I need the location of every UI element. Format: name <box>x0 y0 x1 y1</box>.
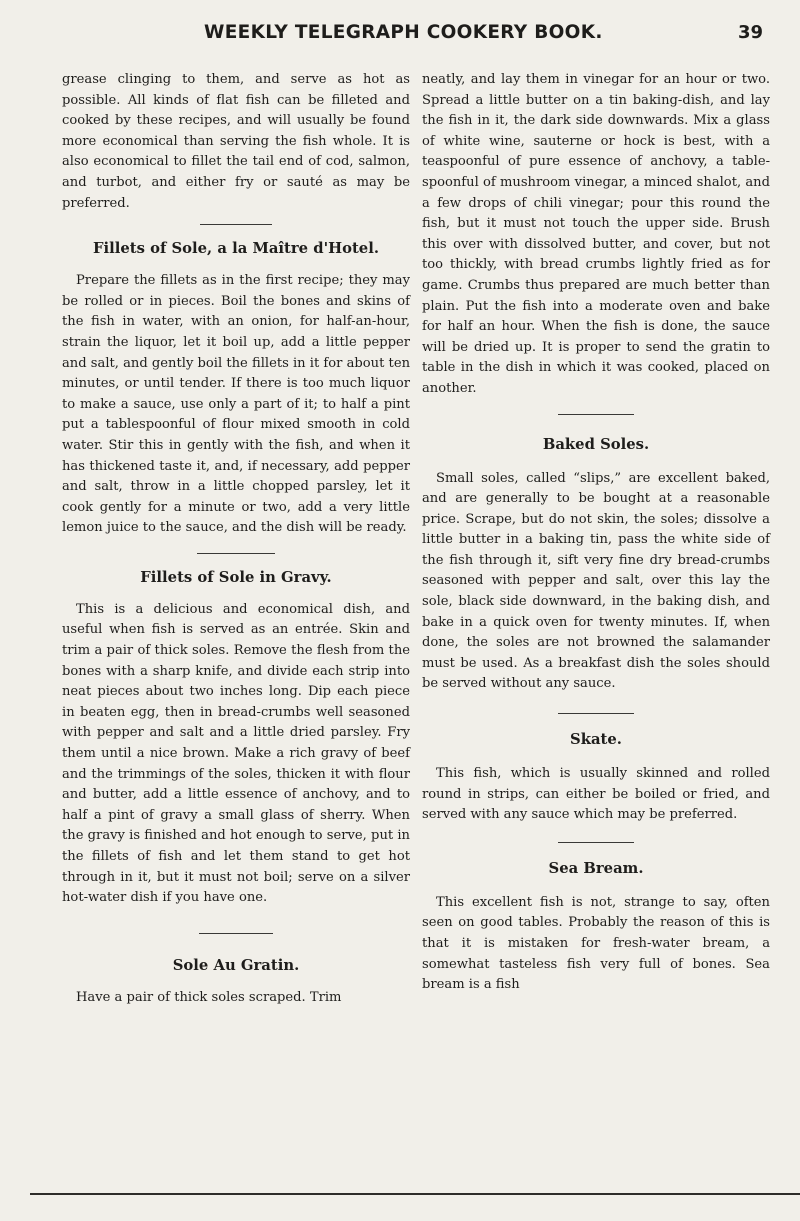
right-column <box>422 70 770 996</box>
heading-sole-au-gratin: Sole Au Gratin. <box>172 956 300 974</box>
page-header <box>0 12 800 52</box>
page-bottom-rule <box>30 1193 800 1195</box>
heading-skate: Skate. <box>570 731 622 749</box>
heading-sea-bream: Sea Bream. <box>548 859 644 877</box>
heading-fillets-in-gravy: Fillets of Sole in Gravy. <box>140 568 332 586</box>
section-divider <box>558 842 634 843</box>
body-fillets-in-gravy: This is a delicious and economical dish, and useful when fish is served as an entrée. Skin and trim a pair of thick soles. Remove the flesh from the bones with a sharp knife, and divide each strip into neat pieces about two inches long. Dip each piece in beaten egg, then in bread-crumbs well seasoned with pepper and salt and a little dried parsley. Fry them until a nice brown. Make a rich gravy of beef and the trimmings of the soles, thicken it with flour and butter, add a little essence of anchovy, and to half a pint of gravy a small glass of sherry. When the gravy is finished and hot enough to serve, put in the fillets of fish and let them stand to get hot through in it, but it must not boil; serve on a silver hot-water dish if you have one. <box>62 601 410 906</box>
section-divider <box>199 933 273 934</box>
left-column <box>62 70 410 1008</box>
body-sole-au-gratin: Have a pair of thick soles scraped. Trim <box>76 989 342 1005</box>
section-divider <box>558 414 634 415</box>
heading-baked-soles: Baked Soles. <box>542 435 650 453</box>
body-sea-bream: This excellent fish is not, strange to say, often seen on good tables. Probably the reason of this is that it is mistaken for fresh-water bream, a somewhat tasteless fish very full of bones. Sea bream is a fish <box>422 894 770 993</box>
heading-fillets-maitre-d-hotel: Fillets of Sole, a la Maître d'Hotel. <box>92 240 379 258</box>
running-title: WEEKLY TELEGRAPH COOKERY BOOK. <box>204 22 603 43</box>
body-fillets-maitre-d-hotel: Prepare the fillets as in the first recipe; they may be rolled or in pieces. Boil the bones and skins of the fish in water, with an onion, for half-an-hour, strain the liquor, let it boil up, add a little pepper and salt, and gently boil the fillets in it for about ten minutes, or until tender. If there is too much liquor to make a sauce, use only a part of it; to half a pint put a tablespoonful of flour mixed smooth in cold water. Stir this in gently with the fish, and when it has thickened taste it, and, if necessary, add pepper and salt, throw in a little chopped parsley, let it cook gently for a minute or two, add a very little lemon juice to the sauce, and the dish will be ready. <box>62 273 410 536</box>
section-divider <box>200 224 272 225</box>
section-divider <box>197 553 275 554</box>
body-skate: This fish, which is usually skinned and rolled round in strips, can either be boiled or fried, and served with any sauce which may be preferred. <box>422 766 770 823</box>
intro-paragraph: grease clinging to them, and serve as hot as possible. All kinds of flat fish can be filleted and cooked by these recipes, and will usually be found more economical than serving the fish whole. It is also economical to fillet the tail end of cod, salmon, and turbot, and either fry or sauté as may be preferred. <box>62 72 410 211</box>
gratin-continuation: neatly, and lay them in vinegar for an hour or two. Spread a little butter on a tin baking-dish, and lay the fish in it, the dark side downwards. Mix a glass of white wine, sauterne or hock is best, with a teaspoonful of pure essence of anchovy, a table-spoonful of mushroom vinegar, a minced shalot, and a few drops of chili vinegar; pour this round the fish, but it must not touch the upper side. Brush this over with dissolved butter, and cover, but not too thickly, with bread crumbs lightly fried as for game. Crumbs thus prepared are much better than plain. Put the fish into a moderate oven and bake for half an hour. When the fish is done, the sauce will be dried up. It is proper to send the gratin to table in the dish in which it was cooked, placed on another. <box>422 72 770 396</box>
body-baked-soles: Small soles, called “slips,” are excellent baked, and are generally to be bought at a reasonable price. Scrape, but do not skin, the soles; dissolve a little butter in a baking tin, pass the white side of the fish through it, sift very fine dry bread-crumbs seasoned with pepper and salt, over this lay the sole, black side downward, in the baking dish, and bake in a quick oven for twenty minutes. If, when done, the soles are not browned the salamander must be used. As a breakfast dish the soles should be served without any sauce. <box>422 470 770 692</box>
page-number: 39 <box>738 22 764 43</box>
section-divider <box>558 713 634 714</box>
